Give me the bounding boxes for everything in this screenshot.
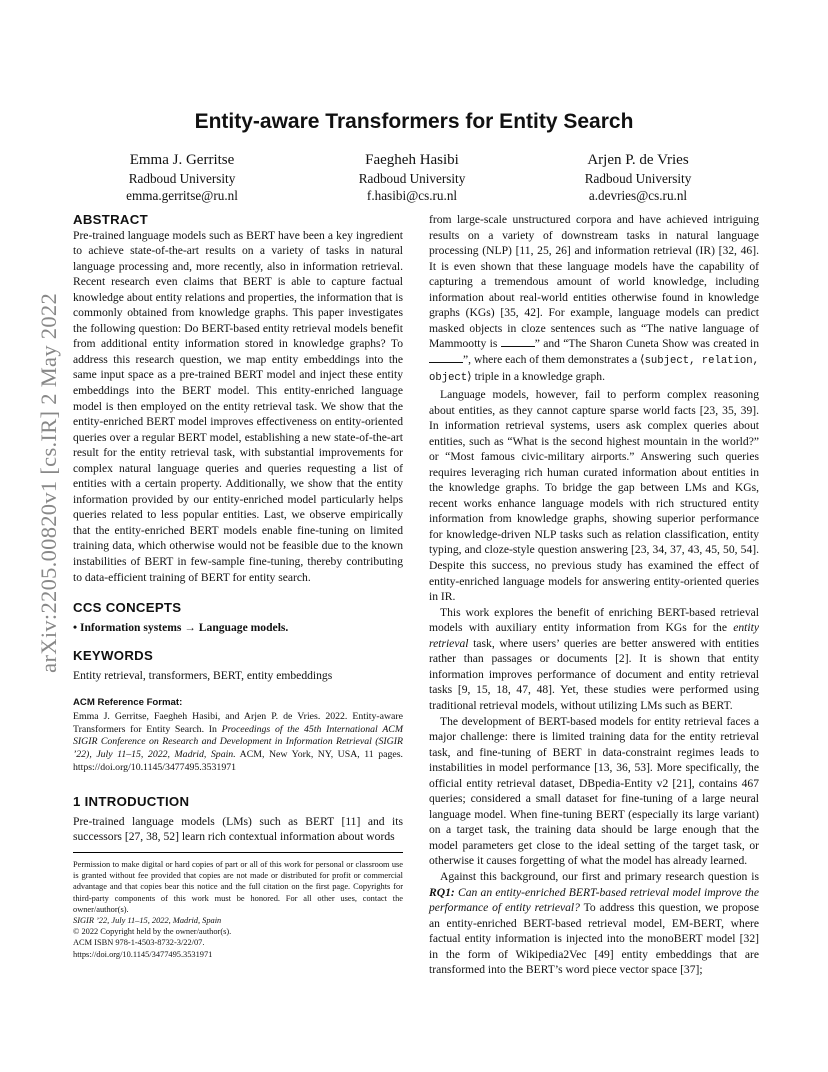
intro-paragraph-5 [429,869,759,978]
author-3 [538,151,738,204]
permission-footnote [73,852,403,960]
ccs-heading: CCS CONCEPTS [73,600,182,616]
acm-reference-tail: ACM, New York, NY, USA, 11 pages. https://doi.org/10.1145/3477495.3531971 [73,748,404,773]
ccs-text: • Information systems → Language models. [73,620,289,634]
author-affiliation: Radboud University [584,171,692,186]
author-email: a.devries@cs.ru.nl [588,188,688,203]
abstract-text: Pre-trained language models such as BERT have been a key ingredient to achieve state-of-the-art results on a variety of tasks in natural language processing and, more recently, also in information retrieval. Recent research even claims that BERT is able to capture factual knowledge about entity relations and properties, the information that is commonly obtained from knowledge graphs. This paper investigates the following question: Do BERT-based entity retrieval models benefit from additional entity information stored in knowledge graphs? To address this research question, we map entity embeddings into the same input space as a pre-trained BERT model and inject these entity embeddings into the BERT model. This entity-enriched language model is then employed on the entity retrieval task. We show that the entity-enriched BERT model improves effectiveness on entity-oriented queries over a regular BERT model, establishing a new state-of-the-art result for the entity retrieval task, with substantial improvements for complex natural language queries and queries requesting a list of entities with a certain property. Additionally, we show that the entity information provided by our entity-enriched model particularly helps queries related to less popular entities. Last, we observe empirically that the entity-enriched BERT models enable fine-tuning on limited training data, which otherwise would not be feasible due to the known instabilities of BERT in few-sample fine-tuning, thereby contributing to data-efficient training of BERT for entity search. [73,228,403,584]
left-column [73,212,403,845]
author-name: Arjen P. de Vries [587,152,689,168]
text-run: ”, where each of them demonstrates a ⟨ [463,352,645,366]
author-name: Faegheh Hasibi [365,152,459,168]
paper-title: Entity-aware Transformers for Entity Search [194,110,634,133]
text-run: from large-scale unstructured corpora and have achieved intriguing results on a variety of downstream tasks in natural language processing (NLP) [11, 25, 26] and information retrieval (IR) [32, 46]. It is even shown that these language models have the capability of capturing a tremendous amount of world knowledge, including information about real-world entities otherwise found in knowledge graphs (KGs) [35, 42]. For example, language models can predict masked objects in cloze sentences such as “The native language of Mammootty is [429,213,759,351]
permission-text: Permission to make digital or hard copies of part or all of this work for personal or classroom use is granted without fee provided that copies are not made or distributed for profit or commercial advantage and that copies bear this notice and the full citation on the first page. Copyrights for third-party components of this work must be honored. For all other uses, contact the owner/author(s). [73,860,403,914]
intro-paragraph-3 [429,605,759,714]
acm-reference-authors: Emma J. Gerritse, Faegheh Hasibi, and Arjen P. de Vries. 2022. Entity-aware Transformers for Entity Search. In [73,710,403,735]
intro-paragraph-2: Language models, however, fail to perform complex reasoning about entities, as they cannot capture sparse world facts [23, 35, 39]. In information retrieval systems, users ask complex queries about entities, such as “What is the second highest mountain in the world?” or “Most famous civic-military airports.” Answering such queries requires leveraging rich human curated information about entities in the knowledge graphs. To bridge the gap between LMs and KGs, recent works enhance language models with rich structured entity information from knowledge graphs, showing superior performance for knowledge-driven NLP tasks such as relation classification, entity typing, and cloze-style question answering [23, 34, 37, 43, 45, 50, 54]. Despite this success, no previous study has examined the effect of entity-enriched language models for answering entity-oriented queries in IR. [429,388,759,604]
acm-reference-venue: Proceedings of the 45th International ACM SIGIR Conference on Research and Development in Information Retrieval (SIGIR ’22), July 11–15, 2022, Madrid, Spain. [73,723,403,760]
arxiv-identifier: arXiv:2205.00820v1 [cs.IR] 2 May 2022 [36,293,61,673]
text-run: To address this question, we propose an entity-enriched BERT-based retrieval model, EM-BERT, where factual entity information is injected into the monoBERT model [32] in the form of Wikipedia2Vec [49] entity embeddings that are transformed into the BERT’s word piece vector space [37]; [429,901,759,977]
cloze-blank [501,337,535,347]
acm-reference-heading: ACM Reference Format: [73,697,183,709]
right-column [429,212,759,978]
text-run: ” and “The Sharon Cuneta Show was created in [534,337,759,351]
author-affiliation: Radboud University [358,171,466,186]
research-question-label: RQ1: [429,885,455,899]
arxiv-sidebar [0,0,60,1072]
author-name: Emma J. Gerritse [129,152,235,168]
abstract-heading: ABSTRACT [73,212,148,227]
intro-paragraph-4: The development of BERT-based models for entity retrieval faces a major challenge: there is limited training data for the entity retrieval task, and fine-tuning of BERT in data-constraint regimes leads to instabilities in model performance [13, 36, 53]. More specifically, the official entity retrieval dataset, DBpedia-Entity v2 [21], contains 467 queries; considered a small dataset for fine-tuning of a large neural language model. When fine-tuning BERT (especially its large variant) on a target task, the training data should be large enough that the model parameters get close to the ideal setting of the target task, or otherwise it causes forgetting of what the model has already learned. [429,714,759,868]
copyright-line: © 2022 Copyright held by the owner/author(s). [73,927,232,937]
isbn-line: ACM ISBN 978-1-4503-8732-3/22/07. [73,938,205,948]
author-email: emma.gerritse@ru.nl [126,188,238,203]
research-question-text: Can an entity-enriched BERT-based retrieval model improve the performance of entity retrieval? [429,885,759,915]
doi-line: https://doi.org/10.1145/3477495.3531971 [73,949,213,959]
keywords-text: Entity retrieval, transformers, BERT, entity embeddings [73,668,333,682]
text-run: ⟩ triple in a knowledge graph. [467,370,605,384]
text-run: task, where users’ queries are better answered with entities rather than passages or documents [2]. It is shown that entity information improves performance of document and entity retrieval tasks [9, 15, 18, 47, 48]. Yet, these studies were performed using traditional retrieval models, without utilizing LMs such as BERT. [429,636,759,712]
introduction-heading: 1 INTRODUCTION [73,794,190,810]
code-snippet: object [429,372,468,385]
author-2 [312,151,512,204]
author-email: f.hasibi@cs.ru.nl [366,188,458,203]
conference-line: SIGIR ’22, July 11–15, 2022, Madrid, Spain [73,916,222,926]
emphasis: entity retrieval [429,621,759,650]
author-1 [82,151,282,204]
acm-reference-text [73,711,403,775]
introduction-paragraph: Pre-trained language models (LMs) such as BERT [11] and its successors [27, 38, 52] learn rich contextual information about words [73,814,403,844]
intro-paragraph-1 [429,212,759,387]
cloze-blank [429,353,463,363]
acm-reference [73,695,403,774]
code-snippet: subject, relation, [644,354,760,367]
keywords-heading: KEYWORDS [73,648,154,664]
text-run: This work explores the benefit of enriching BERT-based retrieval models with auxiliary entity information from KGs for the [429,605,759,635]
text-run: Against this background, our first and primary research question is [440,869,759,883]
author-affiliation: Radboud University [128,171,236,186]
